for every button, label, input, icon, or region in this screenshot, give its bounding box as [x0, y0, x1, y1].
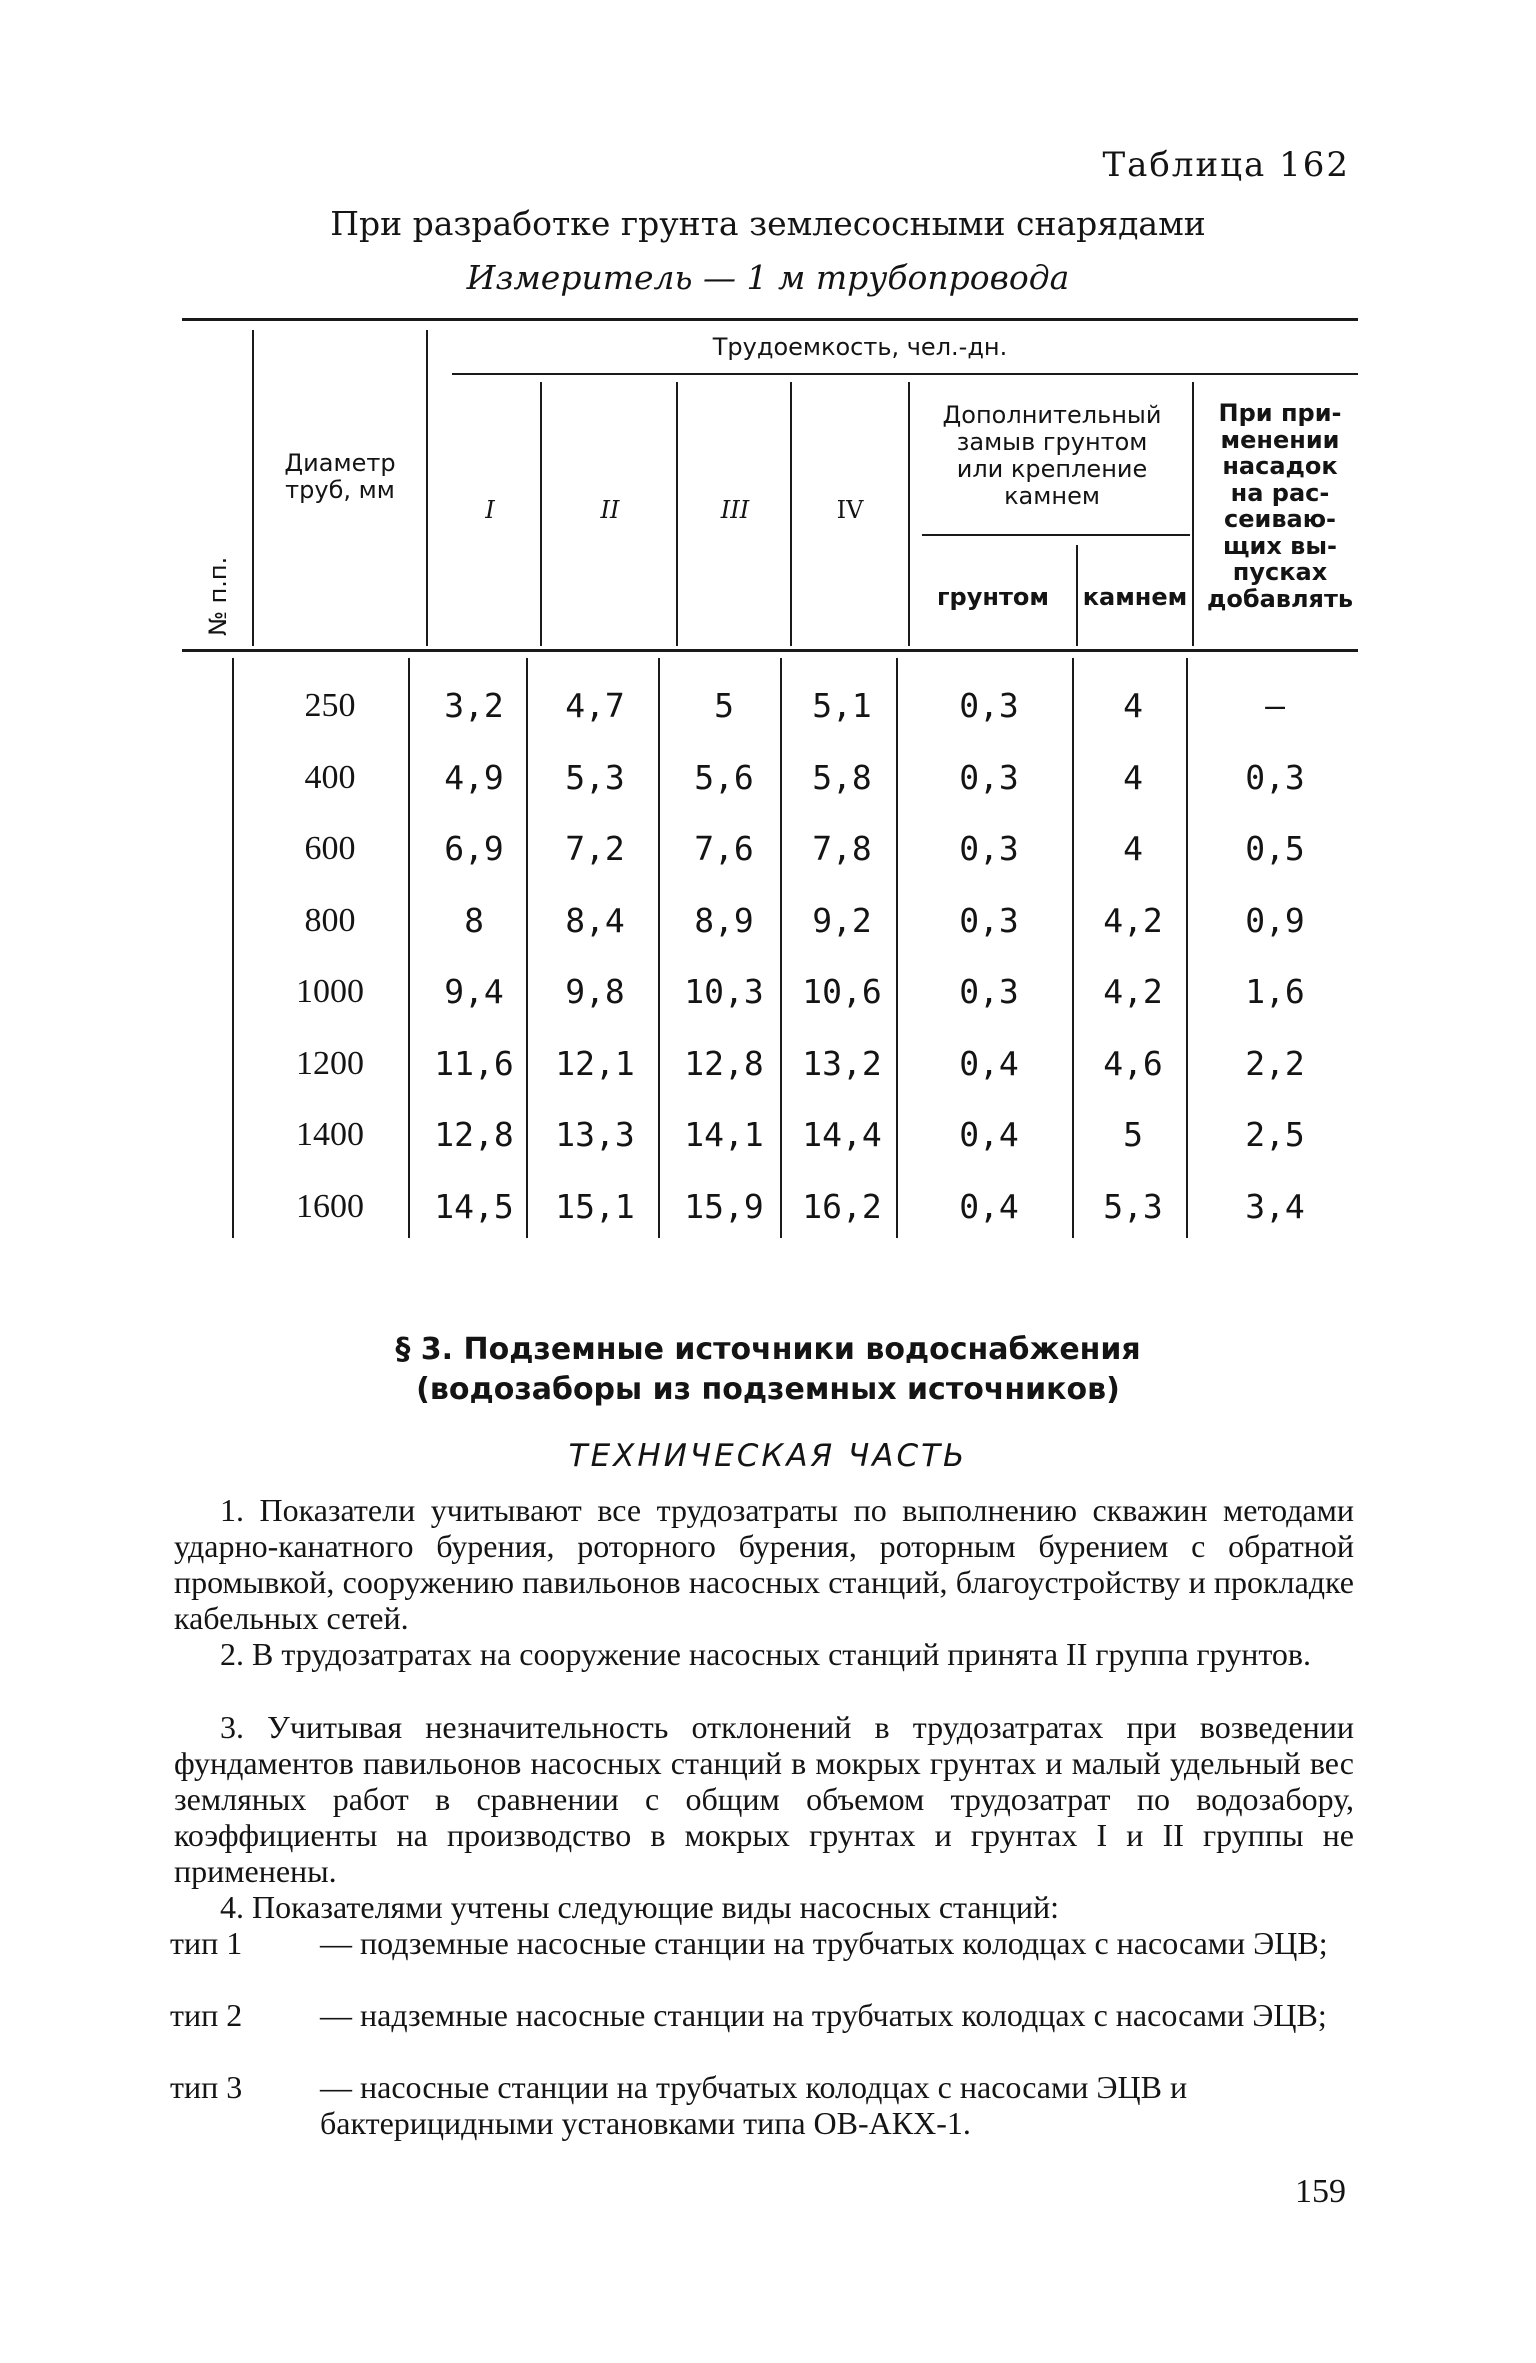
- cell-group-1: 4,9: [444, 758, 504, 797]
- cell-group-3: 5: [714, 686, 734, 725]
- type-text: — надземные насосные станции на трубчатых колодцах с насосами ЭЦВ;: [320, 1997, 1327, 2033]
- cell-extra-soil: 0,4: [959, 1115, 1019, 1154]
- cell-group-4: 10,6: [802, 972, 882, 1011]
- cell-diameter: 250: [304, 687, 356, 724]
- table-unit: Измеритель — 1 м трубопровода: [466, 258, 1070, 297]
- cell-group-3: 15,9: [684, 1187, 764, 1226]
- cell-group-1: 6,9: [444, 829, 504, 868]
- cell-group-2: 9,8: [565, 972, 625, 1011]
- header-nozzle: При при- менении насадок на рас- сеиваю- щих вы- пусках добавлять: [1206, 399, 1354, 613]
- cell-group-3: 7,6: [694, 829, 754, 868]
- section-title: § 3. Подземные источники водоснабжения (водозаборы из подземных источников): [395, 1332, 1141, 1407]
- cell-extra-stone: 4: [1123, 758, 1143, 797]
- header-num: № п.п.: [204, 556, 232, 636]
- cell-nozzle: 0,5: [1245, 829, 1305, 868]
- cell-diameter: 400: [304, 759, 356, 796]
- cell-extra-soil: 0,3: [959, 901, 1019, 940]
- page-number: 159: [1295, 2173, 1346, 2210]
- cell-group-4: 13,2: [802, 1044, 882, 1083]
- cell-group-2: 7,2: [565, 829, 625, 868]
- cell-diameter: 800: [304, 902, 356, 939]
- header-vline: [252, 330, 254, 646]
- header-extra-stone: камнем: [1082, 583, 1188, 611]
- cell-extra-stone: 5: [1123, 1115, 1143, 1154]
- cell-nozzle: 0,9: [1245, 901, 1305, 940]
- cell-extra-soil: 0,3: [959, 972, 1019, 1011]
- header-extra: Дополнительный замыв грунтом или крепление камнем: [942, 401, 1162, 510]
- cell-extra-soil: 0,4: [959, 1187, 1019, 1226]
- cell-diameter: 1000: [296, 973, 364, 1010]
- cell-nozzle: —: [1265, 686, 1285, 725]
- type-text: — насосные станции на трубчатых колодцах с насосами ЭЦВ и бактерицидными установками типа ОВ-АКХ-1.: [320, 2069, 1188, 2141]
- cell-group-4: 16,2: [802, 1187, 882, 1226]
- cell-extra-soil: 0,3: [959, 758, 1019, 797]
- cell-extra-stone: 4,2: [1103, 972, 1163, 1011]
- cell-group-2: 12,1: [555, 1044, 635, 1083]
- paragraph-4: 4. Показателями учтены следующие виды насосных станций:: [220, 1889, 1059, 1925]
- type-label: тип 2: [170, 1997, 243, 2033]
- cell-group-4: 5,1: [812, 686, 872, 725]
- cell-diameter: 1200: [296, 1045, 364, 1082]
- header-vline: [1192, 382, 1194, 646]
- cell-group-1: 3,2: [444, 686, 504, 725]
- cell-group-1: 14,5: [434, 1187, 514, 1226]
- type-label: тип 1: [170, 1925, 243, 1961]
- cell-nozzle: 0,3: [1245, 758, 1305, 797]
- header-diameter: Диаметр труб, мм: [284, 449, 396, 504]
- cell-extra-stone: 5,3: [1103, 1187, 1163, 1226]
- type-1: [170, 1925, 1356, 1961]
- header-labor: Трудоемкость, чел.-дн.: [712, 333, 1008, 361]
- cell-group-1: 9,4: [444, 972, 504, 1011]
- cell-nozzle: 2,2: [1245, 1044, 1305, 1083]
- type-label: тип 3: [170, 2069, 243, 2105]
- paragraph-1: 1. Показатели учитывают все трудозатраты по выполнению скважин методами ударно-канатного бурения, роторного бурения, роторным бурением с обратной промывкой, сооружению павильонов насосных станций, благоустройству и прокладке кабельных сетей.: [174, 1492, 1354, 1636]
- cell-group-2: 4,7: [565, 686, 625, 725]
- table-top-rule: [182, 318, 1358, 321]
- header-vline: [540, 382, 542, 646]
- header-vline: [908, 382, 910, 646]
- header-vline: [1076, 545, 1078, 646]
- cell-group-4: 14,4: [802, 1115, 882, 1154]
- header-vline: [676, 382, 678, 646]
- header-group-3: III: [720, 496, 750, 524]
- header-vline: [790, 382, 792, 646]
- body-vline: [1072, 658, 1074, 1238]
- cell-extra-stone: 4: [1123, 829, 1143, 868]
- cell-nozzle: 3,4: [1245, 1187, 1305, 1226]
- cell-diameter: 1600: [296, 1188, 364, 1225]
- section-subtitle: ТЕХНИЧЕСКАЯ ЧАСТЬ: [568, 1438, 968, 1474]
- table-caption: При разработке грунта землесосными снарядами: [330, 204, 1206, 243]
- cell-group-3: 10,3: [684, 972, 764, 1011]
- header-group-2: II: [600, 496, 620, 524]
- cell-group-4: 5,8: [812, 758, 872, 797]
- header-vline: [426, 330, 428, 646]
- cell-extra-stone: 4,2: [1103, 901, 1163, 940]
- cell-group-3: 5,6: [694, 758, 754, 797]
- header-bottom-rule: [182, 649, 1358, 652]
- header-group-4: IV: [836, 496, 864, 524]
- type-text: — подземные насосные станции на трубчатых колодцах с насосами ЭЦВ;: [320, 1925, 1328, 1961]
- cell-group-4: 7,8: [812, 829, 872, 868]
- labor-underline: [452, 373, 1358, 375]
- cell-extra-soil: 0,4: [959, 1044, 1019, 1083]
- body-vline: [232, 658, 234, 1238]
- header-extra-soil: грунтом: [937, 583, 1049, 611]
- cell-group-1: 11,6: [434, 1044, 514, 1083]
- extra-underline: [922, 534, 1190, 536]
- cell-extra-soil: 0,3: [959, 829, 1019, 868]
- cell-group-4: 9,2: [812, 901, 872, 940]
- cell-group-2: 8,4: [565, 901, 625, 940]
- cell-nozzle: 2,5: [1245, 1115, 1305, 1154]
- cell-extra-soil: 0,3: [959, 686, 1019, 725]
- paragraph-3: 3. Учитывая незначительность отклонений в трудозатратах при возведении фундаментов павильонов насосных станций в мокрых грунтах и малый удельный вес земляных работ в сравнении с общим объемом трудозатрат по водозабору, коэффициенты на производство в мокрых грунтах и грунтах I и II группы не применены.: [174, 1709, 1354, 1889]
- type-3: [170, 2069, 1356, 2141]
- cell-group-2: 13,3: [555, 1115, 635, 1154]
- paragraph-2: 2. В трудозатратах на сооружение насосных станций принята II группа грунтов.: [220, 1636, 1312, 1672]
- cell-extra-stone: 4: [1123, 686, 1143, 725]
- table-number: Таблица 162: [1102, 145, 1350, 185]
- cell-group-3: 12,8: [684, 1044, 764, 1083]
- cell-group-1: 8: [464, 901, 484, 940]
- cell-group-3: 8,9: [694, 901, 754, 940]
- header-group-1: I: [485, 496, 495, 524]
- cell-diameter: 600: [304, 830, 356, 867]
- type-2: [170, 1997, 1356, 2033]
- cell-group-2: 15,1: [555, 1187, 635, 1226]
- cell-extra-stone: 4,6: [1103, 1044, 1163, 1083]
- cell-diameter: 1400: [296, 1116, 364, 1153]
- cell-group-3: 14,1: [684, 1115, 764, 1154]
- cell-nozzle: 1,6: [1245, 972, 1305, 1011]
- cell-group-1: 12,8: [434, 1115, 514, 1154]
- cell-group-2: 5,3: [565, 758, 625, 797]
